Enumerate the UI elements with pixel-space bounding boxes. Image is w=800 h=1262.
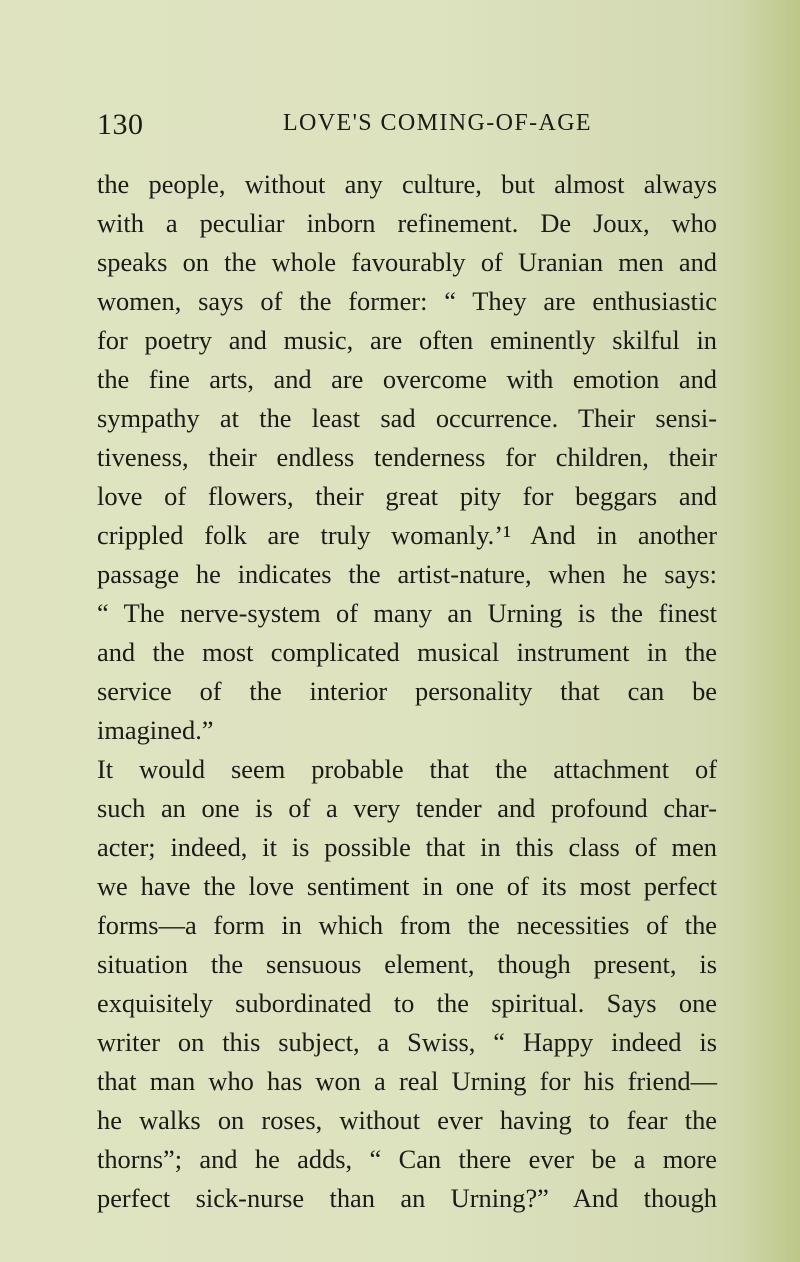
text-line: service of the interior personality that can be	[97, 676, 717, 706]
running-head: LOVE'S COMING-OF-AGE	[283, 110, 592, 136]
text-line: such an one is of a very tender and profound char-	[97, 793, 717, 823]
text-line: that man who has won a real Urning for his friend—	[97, 1066, 717, 1096]
body-text	[97, 165, 717, 1218]
page-header	[97, 108, 717, 148]
text-line: imagined.”	[97, 715, 214, 745]
text-line: the people, without any culture, but almost always	[97, 169, 717, 199]
text-line: forms—a form in which from the necessities of the	[97, 910, 717, 940]
text-line: the fine arts, and are overcome with emotion and	[97, 364, 717, 394]
text-line: thorns”; and he adds, “ Can there ever be a more	[97, 1144, 717, 1174]
text-line: “ The nerve-system of many an Urning is the finest	[97, 598, 717, 628]
text-line: situation the sensuous element, though present, is	[97, 949, 717, 979]
text-line: It would seem probable that the attachment of	[97, 754, 717, 784]
text-line: sympathy at the least sad occurrence. Their sensi-	[97, 403, 717, 433]
text-line: women, says of the former: “ They are enthusiastic	[97, 286, 717, 316]
text-line: he walks on roses, without ever having to fear the	[97, 1105, 717, 1135]
text-line: and the most complicated musical instrument in the	[97, 637, 717, 667]
text-line: perfect sick-nurse than an Urning?” And though	[97, 1183, 717, 1213]
text-line: crippled folk are truly womanly.’¹ And in another	[97, 520, 717, 550]
text-line: acter; indeed, it is possible that in this class of men	[97, 832, 717, 862]
text-line: tiveness, their endless tenderness for children, their	[97, 442, 717, 472]
text-line: speaks on the whole favourably of Uranian men and	[97, 247, 717, 277]
text-line: writer on this subject, a Swiss, “ Happy indeed is	[97, 1027, 717, 1057]
text-line: for poetry and music, are often eminently skilful in	[97, 325, 717, 355]
text-line: with a peculiar inborn refinement. De Joux, who	[97, 208, 717, 238]
text-line: love of flowers, their great pity for beggars and	[97, 481, 717, 511]
text-line: exquisitely subordinated to the spiritual. Says one	[97, 988, 717, 1018]
text-line: we have the love sentiment in one of its most perfect	[97, 871, 717, 901]
page-edge-shading	[740, 0, 800, 1262]
text-line: passage he indicates the artist-nature, when he says:	[97, 559, 717, 589]
page-number: 130	[97, 108, 144, 141]
